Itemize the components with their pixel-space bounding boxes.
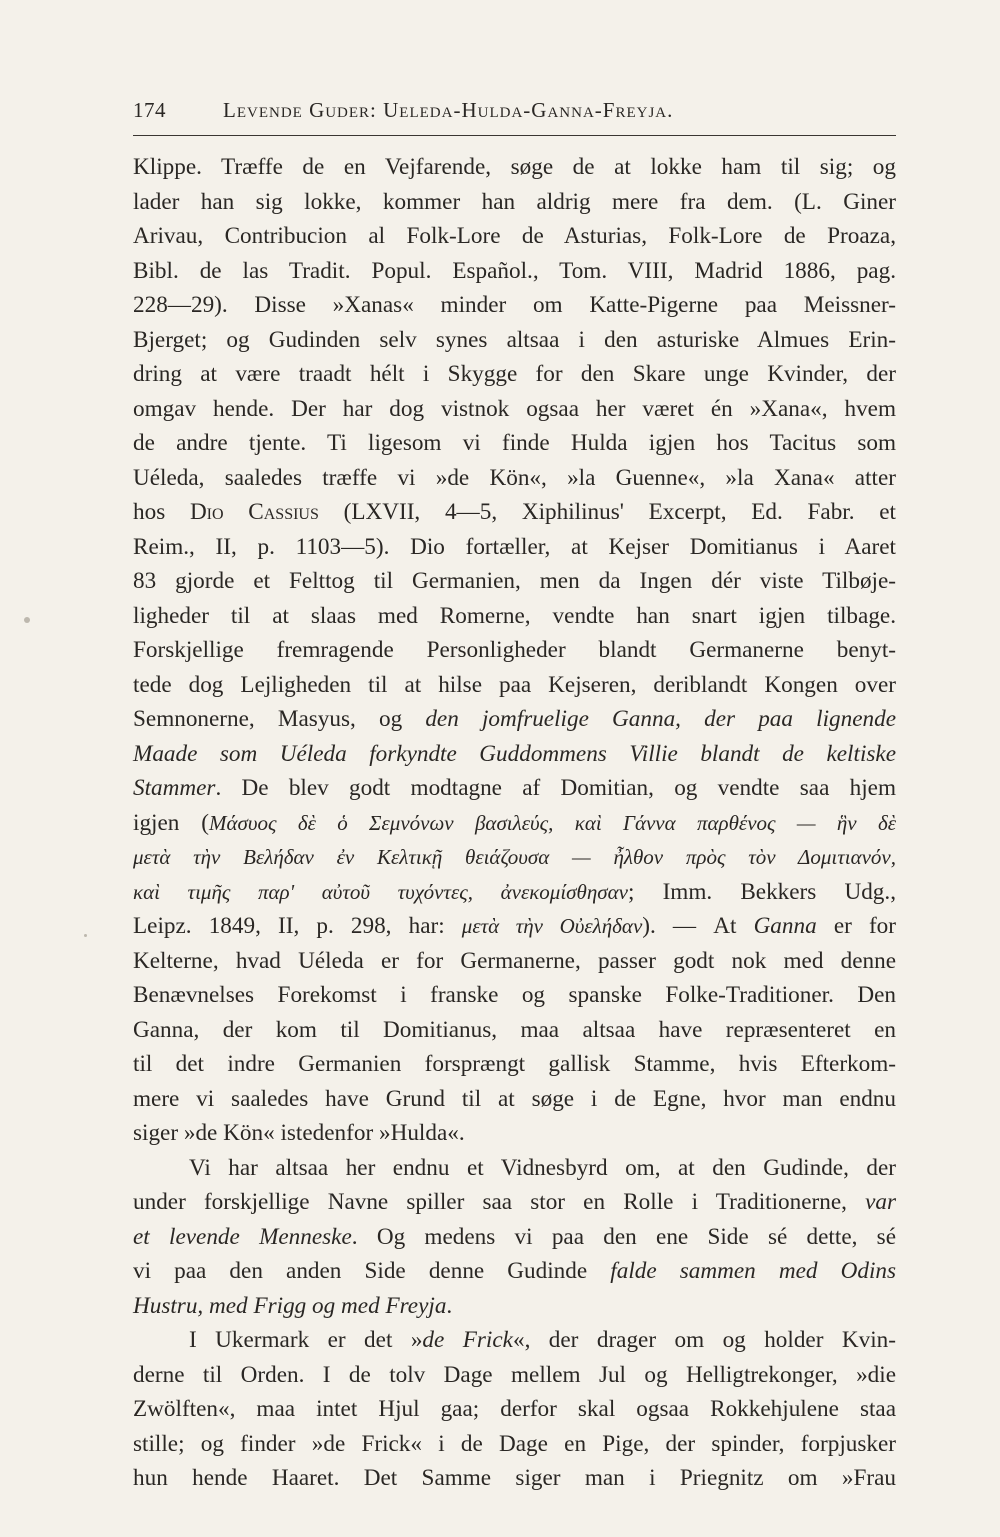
paper-speck	[24, 617, 30, 623]
text-line: hos Dio Cassius (LXVII, 4—5, Xiphilinus' Excerpt, Ed. Fabr. et	[133, 499, 896, 525]
text-line: Zwölften«, maa intet Hjul gaa; derfor skal ogsaa Rokkehjulene staa	[133, 1396, 896, 1422]
page-number: 174	[133, 98, 166, 122]
text-line: derne til Orden. I de tolv Dage mellem Jul og Helligtrekonger, »die	[133, 1361, 896, 1388]
text-line: Stammer. De blev godt modtagne af Domitian, og vendte saa hjem	[133, 775, 896, 801]
text-line: Kelterne, hvad Uéleda er for Germanerne, passer godt nok med denne	[133, 947, 896, 974]
text-line: igjen (Μάσυος δὲ ὁ Σεμνόνων βασιλεύς, καὶ Γάννα παρθένος — ἣν δὲ	[133, 809, 896, 836]
text-line: 228—29). Disse »Xanas« minder om Katte-Pigerne paa Meissner-	[133, 292, 896, 318]
text-line: lader han sig lokke, kommer han aldrig mere fra dem. (L. Giner	[133, 188, 896, 215]
italic-text: Maade som Uéleda forkyndte Guddommens Villie blandt de keltiske	[133, 740, 896, 767]
text-line: 83 gjorde et Felttog til Germanien, men da Ingen dér viste Tilbøje-	[133, 568, 896, 594]
text-line: I Ukermark er det »de Frick«, der drager om og holder Kvin-	[189, 1327, 896, 1353]
text-line	[133, 840, 896, 875]
text-line: Vi har altsaa her endnu et Vidnesbyrd om, at den Gudinde, der	[189, 1154, 896, 1181]
text-line: ligheder til at slaas med Romerne, vendte han snart igjen tilbage.	[133, 602, 896, 629]
italic-text: Stammer	[133, 775, 216, 801]
text-line: tede dog Lejligheden til at hilse paa Kejseren, deriblandt Kongen over	[133, 671, 896, 698]
greek-quotation: καὶ τιμῆς παρ' αὐτοῦ τυχόντες, ἀνεκομίσθησαν	[133, 879, 628, 904]
greek-quotation: μετὰ τὴν Οὐελήδαν	[461, 914, 643, 938]
running-header	[133, 98, 896, 123]
text-line: mere vi saaledes have Grund til at søge i de Egne, hvor man endnu	[133, 1085, 896, 1112]
paper-speck	[84, 934, 87, 937]
text-line: under forskjellige Navne spiller saa stor en Rolle i Traditionerne, var	[133, 1189, 896, 1215]
text-line: dring at være traadt hélt i Skygge for den Skare unge Kvinder, der	[133, 361, 896, 387]
italic-text: falde sammen med Odins	[610, 1258, 897, 1284]
text-line: Benævnelses Forekomst i franske og spanske Folke-Traditioner. Den	[133, 982, 896, 1008]
italic-text: et levende Menneske	[133, 1223, 352, 1250]
text-line: de andre tjente. Ti ligesom vi finde Hulda igjen hos Tacitus som	[133, 430, 896, 456]
italic-text: Hustru, med Frigg og med Freyja	[133, 1292, 447, 1319]
header-rule	[133, 135, 896, 136]
text-line: Leipz. 1849, II, p. 298, har: μετὰ τὴν Οὐελήδαν). — At Ganna er for	[133, 913, 896, 939]
greek-quotation: Μάσυος δὲ ὁ Σεμνόνων βασιλεύς, καὶ Γάννα παρθένος — ἣν δὲ	[208, 810, 896, 835]
author-name: Dio Cassius	[189, 499, 319, 525]
text-line: Arivau, Contribucion al Folk-Lore de Asturias, Folk-Lore de Proaza,	[133, 223, 896, 249]
text-line: et levende Menneske. Og medens vi paa den ene Side sé dette, sé	[133, 1223, 896, 1250]
text-line: Ganna, der kom til Domitianus, maa altsaa have repræsenteret en	[133, 1016, 896, 1043]
italic-text: var	[865, 1189, 896, 1215]
text-line: καὶ τιμῆς παρ' αὐτοῦ τυχόντες, ἀνεκομίσθησαν; Imm. Bekkers Udg.,	[133, 878, 896, 905]
text-line: Forskjellige fremragende Personligheder blandt Germanerne benyt-	[133, 637, 896, 663]
text-line: Bjerget; og Gudinden selv synes altsaa i den asturiske Almues Erin-	[133, 326, 896, 353]
text-line: Reim., II, p. 1103—5). Dio fortæller, at Kejser Domitianus i Aaret	[133, 533, 896, 560]
text-line	[133, 737, 896, 772]
text-line: Hustru, med Frigg og med Freyja.	[133, 1292, 453, 1319]
italic-text: de Frick	[422, 1327, 513, 1353]
greek-quotation: μετὰ τὴν Βελήδαν ἐν Κελτικῇ θειάζουσα — ἦλθον πρὸς τὸν Δομιτιανόν,	[133, 845, 896, 869]
body-text	[133, 150, 896, 1496]
text-line: Klippe. Træffe de en Vejfarende, søge de at lokke ham til sig; og	[133, 154, 896, 180]
text-line: stille; og finder »de Frick« i de Dage en Pige, der spinder, forpjusker	[133, 1430, 896, 1457]
text-line: Uéleda, saaledes træffe vi »de Kön«, »la Guenne«, »la Xana« atter	[133, 464, 896, 491]
text-line: Bibl. de las Tradit. Popul. Español., Tom. VIII, Madrid 1886, pag.	[133, 257, 896, 284]
text-line: siger »de Kön« istedenfor »Hulda«.	[133, 1120, 465, 1146]
text-line: vi paa den anden Side denne Gudinde falde sammen med Odins	[133, 1258, 897, 1284]
text-line: Semnonerne, Masyus, og den jomfruelige Ganna, der paa lignende	[133, 706, 896, 732]
italic-text: den jomfruelige Ganna, der paa lignende	[425, 706, 896, 732]
running-title: Levende Guder: Ueleda-Hulda-Ganna-Freyja.	[223, 98, 674, 122]
text-line: til det indre Germanien forsprængt gallisk Stamme, hvis Efterkom-	[133, 1051, 896, 1077]
text-line: omgav hende. Der har dog vistnok ogsaa her været én »Xana«, hvem	[133, 395, 896, 422]
italic-text: Ganna	[753, 913, 817, 939]
text-line: hun hende Haaret. Det Samme siger man i Priegnitz om »Frau	[133, 1465, 896, 1491]
